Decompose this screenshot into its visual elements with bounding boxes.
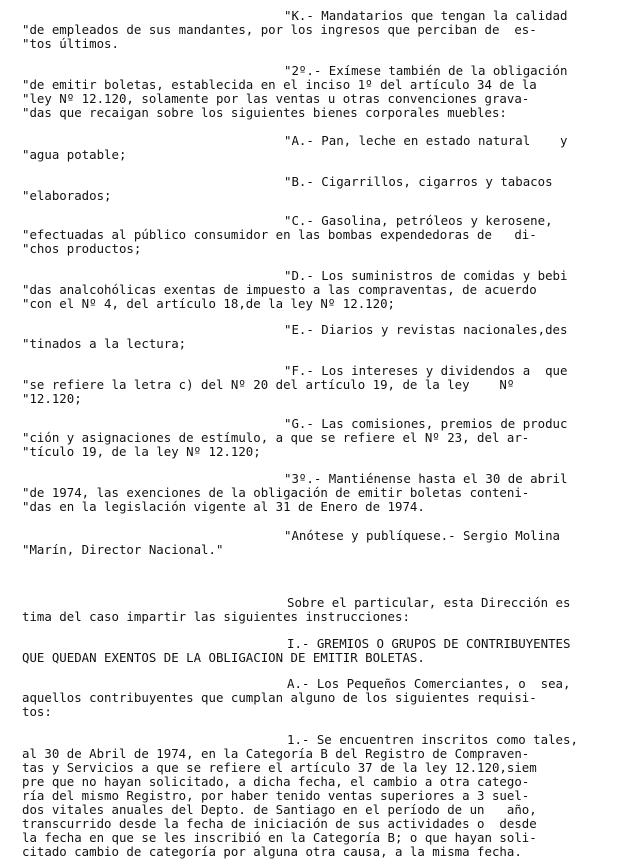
text-line: "tículo 19, de la ley Nº 12.120; (22, 444, 261, 459)
text-line: "G.- Las comisiones, premios de produc (284, 416, 568, 431)
text-line: al 30 de Abril de 1974, en la Categoría B del Registro de Compraven- (22, 746, 530, 761)
text-line: "agua potable; (22, 147, 127, 162)
text-line: "ley Nº 12.120, solamente por las ventas u otras convenciones grava- (22, 91, 530, 106)
text-line: I.- GREMIOS O GRUPOS DE CONTRIBUYENTES (287, 636, 571, 651)
text-line: "2º.- Exímese también de la obligación (284, 63, 568, 78)
text-line: "F.- Los intereses y dividendos a que (284, 363, 568, 378)
text-line: "ción y asignaciones de estímulo, a que se refiere el Nº 23, del ar- (22, 430, 530, 445)
text-line: "Anótese y publíquese.- Sergio Molina (284, 528, 561, 543)
text-line: "das analcohólicas exentas de impuesto a las compraventas, de acuerdo (22, 282, 537, 297)
text-line: "tinados a la lectura; (22, 336, 187, 351)
text-line: "de empleados de sus mandantes, por los ingresos que perciban de es- (22, 22, 537, 37)
text-line: "E.- Diarios y revistas nacionales,des (284, 322, 568, 337)
text-line: "C.- Gasolina, petróleos y kerosene, (284, 213, 553, 228)
text-line: 1.- Se encuentren inscritos como tales, (287, 732, 578, 747)
text-line: "K.- Mandatarios que tengan la calidad (284, 8, 568, 23)
text-line: "con el Nº 4, del artículo 18,de la ley Nº 12.120; (22, 296, 395, 311)
text-line: QUE QUEDAN EXENTOS DE LA OBLIGACION DE EMITIR BOLETAS. (22, 650, 425, 665)
text-line: "Marín, Director Nacional." (22, 542, 224, 557)
text-line: "de emitir boletas, establecida en el inciso 1º del artículo 34 de la (22, 77, 537, 92)
text-line: "A.- Pan, leche en estado natural y (284, 133, 568, 148)
text-line: "de 1974, las exenciones de la obligación de emitir boletas conteni- (22, 485, 530, 500)
text-line: "D.- Los suministros de comidas y bebi (284, 268, 568, 283)
text-line: A.- Los Pequeños Comerciantes, o sea, (287, 676, 571, 691)
text-line: "das en la legislación vigente al 31 de Enero de 1974. (22, 499, 425, 514)
text-line: "tos últimos. (22, 36, 119, 51)
text-line: tima del caso impartir las siguientes instrucciones: (22, 609, 410, 624)
text-line: "chos productos; (22, 241, 142, 256)
text-line: transcurrido desde la fecha de iniciación de sus actividades o desde (22, 816, 537, 831)
text-line: tas y Servicios a que se refiere el artículo 37 de la ley 12.120,siem (22, 760, 537, 775)
text-line: "B.- Cigarrillos, cigarros y tabacos (284, 174, 553, 189)
text-line: "se refiere la letra c) del Nº 20 del artículo 19, de la ley Nº (22, 377, 515, 392)
text-line: "12.120; (22, 391, 82, 406)
text-line: ría del mismo Registro, por haber tenido ventas superiores a 3 suel- (22, 788, 530, 803)
text-line: dos vitales anuales del Depto. de Santiago en el período de un año, (22, 802, 537, 817)
text-line: Sobre el particular, esta Dirección es (287, 595, 571, 610)
text-line: la fecha en que se les inscribió en la Categoría B; o que hayan soli- (22, 830, 537, 845)
text-line: "efectuadas al público consumidor en las bombas expendedoras de di- (22, 227, 537, 242)
text-line: aquellos contribuyentes que cumplan alguno de los siguientes requisi- (22, 690, 537, 705)
text-line: pre que no hayan solicitado, a dicha fecha, el cambio a otra catego- (22, 774, 530, 789)
text-line: "3º.- Mantiénense hasta el 30 de abril (284, 471, 568, 486)
text-line: tos: (22, 704, 52, 719)
text-line: citado cambio de categoría por alguna otra causa, a la misma fecha. (22, 844, 522, 859)
text-line: "elaborados; (22, 188, 112, 203)
text-line: "das que recaigan sobre los siguientes bienes corporales muebles: (22, 105, 507, 120)
